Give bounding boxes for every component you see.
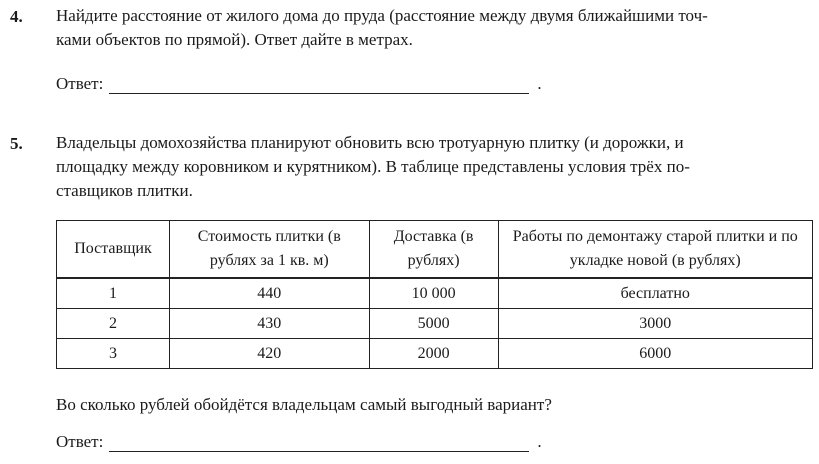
problem-4-line-2: ками объектов по прямой). Ответ дайте в метрах. [56, 30, 413, 49]
problem-5-line-1: Владельцы домохозяйства планируют обновить всю тротуарную плитку (и дорожки, и [56, 133, 684, 152]
problem-5-answer-field[interactable] [109, 435, 529, 452]
problem-4-answer [56, 74, 542, 94]
header-delivery: Доставка (в рублях) [369, 221, 498, 279]
problem-5-number: 5. [10, 134, 23, 153]
problem-5-line-2: площадку между коровником и курятником). В таблице представлены условия трёх по- [56, 157, 690, 176]
supplier-table [56, 220, 813, 369]
cell-installation: 3000 [498, 309, 812, 339]
cell-delivery: 2000 [369, 339, 498, 369]
problem-4-answer-period: . [537, 74, 542, 93]
cell-delivery: 10 000 [369, 278, 498, 309]
table-row [57, 309, 813, 339]
table-header-row [57, 221, 813, 279]
cell-supplier: 1 [57, 278, 170, 309]
header-supplier: Поставщик [57, 221, 170, 279]
problem-4-number: 4. [10, 7, 23, 26]
problem-5-line-3: ставщиков плитки. [56, 181, 193, 200]
header-tile-cost: Стоимость плитки (в рублях за 1 кв. м) [169, 221, 369, 279]
cell-supplier: 2 [57, 309, 170, 339]
problem-4-answer-label: Ответ: [56, 74, 104, 93]
table-row [57, 339, 813, 369]
problem-5-answer-period: . [537, 432, 542, 451]
problem-5-answer-label: Ответ: [56, 432, 104, 451]
cell-installation: 6000 [498, 339, 812, 369]
problem-5-answer [56, 432, 542, 452]
problem-4-text [56, 4, 813, 52]
problem-5-question: Во сколько рублей обойдётся владельцам самый выгодный вариант? [56, 395, 552, 414]
cell-tile-cost: 440 [169, 278, 369, 309]
cell-tile-cost: 430 [169, 309, 369, 339]
table-row [57, 278, 813, 309]
cell-installation: бесплатно [498, 278, 812, 309]
header-installation: Работы по демонтажу старой плитки и по укладке новой (в рублях) [498, 221, 812, 279]
cell-delivery: 5000 [369, 309, 498, 339]
problem-4-line-1: Найдите расстояние от жилого дома до пруда (расстояние между двумя ближайшими точ- [56, 6, 708, 25]
problem-4-answer-field[interactable] [109, 77, 529, 94]
cell-tile-cost: 420 [169, 339, 369, 369]
problem-5-text [56, 131, 813, 203]
cell-supplier: 3 [57, 339, 170, 369]
